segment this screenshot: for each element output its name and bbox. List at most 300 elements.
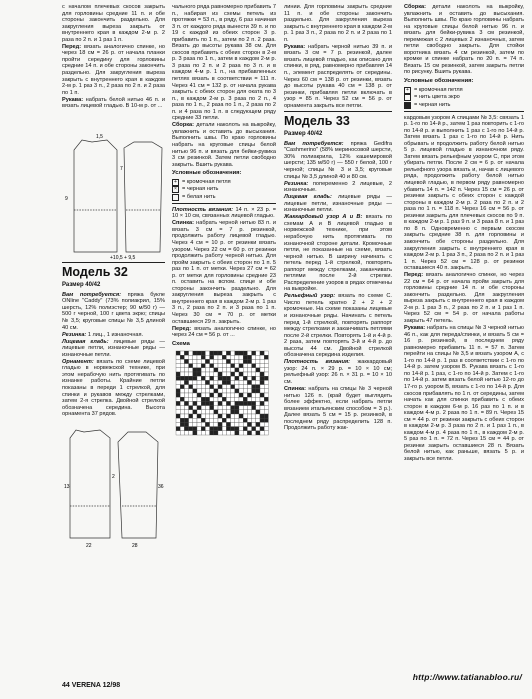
chart-cell [197,372,201,376]
chart-cell [239,385,243,389]
chart-cell [193,368,197,372]
chart-cell [260,414,264,418]
chart-cell [222,410,226,414]
chart-cell [176,376,180,380]
pattern-diagram-svg [62,110,165,260]
chart-cell [214,402,218,406]
materials-label: Вам потребуется: [62,291,122,298]
chart-cell [201,431,205,435]
chart-cell [189,423,193,427]
col2-assembly-label: Сборка: [172,122,195,129]
chart-cell [189,368,193,372]
chart-cell [189,410,193,414]
col3-jacquard-paragraph [284,214,392,293]
chart-cell [193,427,197,431]
chart-cell [210,397,214,401]
legend-label: = белая нить [182,193,216,200]
chart-cell [264,423,268,427]
chart-cell [205,385,209,389]
chart-cell [256,418,260,422]
chart-cell [180,427,184,431]
chart-cell [231,355,235,359]
col2-legend-item [172,179,276,186]
ornament-paragraph [62,359,165,418]
page-footer: 44 VERENA 12/98 [62,682,121,689]
chart-cell [243,385,247,389]
chart-cell [184,431,188,435]
chart-cell [226,372,230,376]
chart-cell [184,385,188,389]
chart-cell [247,364,251,368]
knitting-chart [172,349,272,441]
chart-cell [180,376,184,380]
chart-cell [214,372,218,376]
chart-cell [214,376,218,380]
chart-cell [205,376,209,380]
col3-jacquard-text: вязать по схемам А и В лицевой гладью в норвежской технике, при этом нерабочую нить протягивать по изнаночной стороне детали. Кромочные петли, не показанные на схеме, вязать черной нитью. В ширину начинать с петель перед 1-й стрелкой, повторять раппорт между стрелками, заканчивать петлями после 2-й стрелки. Распределение узоров в рядах отмечены на выкройке. [284,214,392,293]
chart-cell [189,389,193,393]
chart-cell [243,368,247,372]
chart-cell [252,381,256,385]
chart-cell [231,431,235,435]
chart-cell [201,389,205,393]
col3-materials-text: пряжа Gedifra "Cashmerino" (58% мериносовой шерсти, 30% полиакрила, 12% кашемировой шерсти; 135 м/50 г) — 550 г белой, 100 г черной; спицы № 3 и 3,5; круговые спицы № 3,5 длиной 40 и 80 см. [284,140,392,180]
col3-density-label: Плотность вязания: [284,359,351,366]
chart-cell [189,406,193,410]
intro-text: с началом плечевых скосов закрыть для горловины средние 11 п. и обе стороны закончить раздельно. Для закругления выреза закрыть от внутреннего края в каждом 2-м р. 2 раза по 2 п. и 1 раз 1 п. [62,4,165,43]
chart-cell [176,381,180,385]
stockinette-paragraph [62,339,165,359]
col4-assembly-label: Сборка: [404,4,427,10]
chart-cell [201,360,205,364]
chart-cell [256,355,260,359]
chart-cell [247,381,251,385]
chart-cell [252,406,256,410]
chart-cell [176,427,180,431]
chart-cell [205,364,209,368]
chart-cell [226,389,230,393]
chart-cell [218,385,222,389]
chart-cell [184,397,188,401]
col3-materials-paragraph [284,141,392,180]
dim-left: 9 [65,196,68,203]
chart-cell [256,410,260,414]
chart-cell [247,368,251,372]
ornament-label: Орнамент: [62,358,94,365]
divider [404,111,524,112]
chart-cell [256,393,260,397]
chart-cell [243,402,247,406]
chart-cell [184,389,188,393]
chart-cell [180,355,184,359]
chart-cell [252,427,256,431]
chart-cell [189,360,193,364]
col4-front-label: Перед: [404,272,424,279]
chart-cell [205,427,209,431]
chart-cell [201,423,205,427]
materials-paragraph [62,292,165,331]
chart-cell [214,381,218,385]
chart-cell [180,351,184,355]
chart-cell [197,351,201,355]
col2-assembly-text: детали наколоть на выкройку, увлажнить и оставить до высыхания. Выполнить швы. По краю горловины набрать на круговые спицы белой нитью 96 п. и вязать для бейки-рувика 3 см резинкой. Затем петли свободно закрыть. Вшить рукава. [172,122,276,168]
chart-cell [222,372,226,376]
chart-cell [193,423,197,427]
col2-back-paragraph [172,220,276,325]
chart-cell [243,381,247,385]
chart-cell [184,414,188,418]
chart-cell [197,406,201,410]
chart-cell [239,418,243,422]
chart-cell [260,410,264,414]
chart-cell [260,351,264,355]
chart-cell [256,406,260,410]
chart-cell [247,397,251,401]
chart-cell [176,364,180,368]
chart-cell [235,368,239,372]
chart-cell [210,423,214,427]
chart-cell [264,351,268,355]
chart-cell [184,368,188,372]
chart-cell [239,351,243,355]
chart-cell [260,393,264,397]
chart-cell [201,427,205,431]
chart-cell [231,372,235,376]
chart-cell [193,414,197,418]
chart-cell [239,414,243,418]
chart-cell [193,418,197,422]
chart-cell [231,402,235,406]
chart-cell [264,385,268,389]
pattern-2-body-outline [70,430,110,538]
chart-cell [260,423,264,427]
chart-cell [176,372,180,376]
chart-cell [252,351,256,355]
chart-cell [235,431,239,435]
chart-cell [205,410,209,414]
col3-relief-label: Рельефный узор: [284,293,336,300]
chart-cell [176,355,180,359]
chart-cell [218,360,222,364]
chart-cell [193,402,197,406]
chart-cell [205,393,209,397]
chart-cell [243,410,247,414]
chart-cell [218,351,222,355]
chart-cell [210,418,214,422]
chart-cell [193,351,197,355]
chart-cell [247,406,251,410]
legend-black-icon: × [172,186,179,193]
chart-cell [222,381,226,385]
column-4 [404,4,524,463]
chart-cell [231,393,235,397]
chart-cell [210,385,214,389]
chart-cell [260,372,264,376]
col3-materials-label: Вам потребуется: [284,140,344,147]
col2-back-label: Спинка: [172,220,195,227]
chart-cell [226,393,230,397]
chart-cell [201,364,205,368]
chart-cell [239,372,243,376]
column-2 [172,4,276,444]
chart-cell [197,393,201,397]
chart-cell [197,381,201,385]
chart-cell [180,402,184,406]
chart-cell [264,376,268,380]
chart-cell [180,418,184,422]
chart-cell [222,402,226,406]
chart-cell [214,368,218,372]
col4-front-text: вязать аналогично спинке, но через 22 см = 64 р. от начала пройм закрыть для горловины средние 14 п. и обе стороны закончить раздельно. Для закругления выреза закрыть с внутреннего края в каждом 2-м р. 1 раз 3 п., 2 раза по 2 п. и 1 раз 1 п. Через 52 см = 54 р. от начала работы закрыть 47 петель. [404,272,524,325]
chart-cell [176,406,180,410]
chart-cell [189,376,193,380]
col2-front-paragraph [172,326,276,339]
chart-cell [260,368,264,372]
chart-cell [184,381,188,385]
chart-cell [243,397,247,401]
chart-cell [252,397,256,401]
chart-cell [218,381,222,385]
col4-sleeve-text: набрать на спицы № 3 черной нитью 46 п., как для переда/спинки, и вязать 5 см = 16 р. резинкой, в последнем ряду равномерно прибавить 11 п. = 57 п. Затем перейти на спицы № 3,5 и вязать узором А, с 1-го по 14-й р. 1 раз в соответствии с 1-го по 14-й р. затем узором B. Рукава вязать с 1-го по 14-й р. 1 раз, с 1-го по 14-й р. Затем с 1-го по 14-й р. затем вязать белой нитью 12-го до 17-го р. узором B, вязать с 1-го по 14-й р. Для скосов прибавлять по 1 п. от середины, затем начать как для спинки прибавить с обеих сторон в каждом 6-м р. 16 раз по 1 п. и в каждом 4-м р. 2 раза по 1 п. = 89 п. Через 15 см = 44 р. от резинки закрыть с обеих сторон в каждом 2-м р. 3 раза по 2 п. и 1 раз 1 п., в каждом 4-м р. 4 раза по 1 п., в каждом 2-м р. 5 раз по 1 п. = 72 п. Через 15 см = 44 р. от резинки закрыть оставшиеся 28 п. Вязать белой нитью, как раньше, вязать 5 р. и закрыть все петли. [404,325,525,462]
legend-ecru-icon [404,94,411,101]
chart-cell [201,406,205,410]
chart-cell [222,376,226,380]
chart-cell [205,397,209,401]
chart-cell [184,393,188,397]
chart-cell [247,372,251,376]
col3-back-paragraph [284,386,392,432]
chart-cell [256,414,260,418]
divider [62,262,165,263]
chart-cell [180,385,184,389]
chart-cell [197,414,201,418]
chart-cell [239,355,243,359]
chart-cell [222,393,226,397]
chart-cell [264,381,268,385]
dim-a: 13 [64,484,70,491]
chart-cell [226,406,230,410]
chart-cell [264,360,268,364]
chart-cell [218,414,222,418]
chart-cell [264,364,268,368]
chart-cell [264,414,268,418]
chart-cell [176,414,180,418]
col2-density-paragraph [172,207,276,220]
chart-cell [205,402,209,406]
chart-cell [260,406,264,410]
dim-e: 36 [158,484,164,491]
col2-top-text: чального ряда равномерно прибавить 7 п., набирая из схемы петель из протяжки = 53 п., в ряду, 6 раз начиная 3 п. от каждого ряда вынести 39 п. и по 19 с каждой из обеих сторон 3 р. прибавить по 1 п., затем по 2 п. 2 раза. Вязать до высоты рукава 38 см. Для скосов прибавить с обеих сторон в 2-м р. 3 раза по 1 п., затем в каждом 2-м р. 3 раза по 2 п. и 2 раза по 3 п. и в каждом 4-м р. 1 п., на прибавленных петлях вязать в соответствии = 111 п. Через 41 см = 132 р. от начала рукава закрыть с обеих сторон для оката по 3 п., в каждом 2-м р. 3 раза по 2 п., 4 раза по 1 п., 2 раза по 1 п., 2 раза по 2 п. и 4 раза по 1 п. в следующем ряду средние 33 петли. [172,4,276,122]
chart-cell [226,431,230,435]
chart-cell [201,418,205,422]
col3-jacquard-label: Жаккардовый узор А и В: [284,214,363,221]
chart-cell [260,431,264,435]
col3-sleeve-text: набрать черной нитью 39 п. и вязать 3 см = 7 р. резинкой, далее вязать лицевой гладью, как описано для спинки, в ряд, равномерно прибавляя 14 п., элемент распределять от середины. Через 60 см = 138 р. от резинки, вязать до высоты рукава 40 см = 138 р. от резинки, прибавляя петли включать в узор = 85 п. Через 52 см = 56 р. от орнамента закрыть все петли. [284,43,392,109]
chart-cell [197,355,201,359]
chart-cell [201,402,205,406]
chart-cell [189,355,193,359]
sleeve-paragraph [62,97,165,110]
chart-cell [189,351,193,355]
chart-cell [222,364,226,368]
pattern-diagram-2 [62,418,165,558]
chart-cell [197,364,201,368]
col3-rib-label: Резинка: [284,180,309,187]
chart-cell [184,418,188,422]
chart-cell [201,351,205,355]
chart-cell [184,402,188,406]
chart-cell [210,364,214,368]
ornament-text: вязать по схеме лицевой гладью в норвежской технике, при этом нерабочую нить протягивать по изнанке работы. Крайние петли показаны в переди 1 стрелкой, для спинки и рукавов между стрелками, затем 2-я стрелка. Двойной стрелкой обозначена середина. Высота орнамента 37 рядов. [62,358,166,418]
chart-cell [260,427,264,431]
chart-cell [231,397,235,401]
model-33-size: Размер 40/42 [284,131,323,138]
chart-cell [231,410,235,414]
chart-cell [197,368,201,372]
chart-cell [214,427,218,431]
chart-cell [184,355,188,359]
chart-cell [218,389,222,393]
chart-cell [247,351,251,355]
chart-cell [252,360,256,364]
chart-cell [197,389,201,393]
chart-cell [226,410,230,414]
chart-cell [189,431,193,435]
chart-cell [197,431,201,435]
dim-c: 28 [132,543,138,550]
chart-cell [180,410,184,414]
chart-cell [176,389,180,393]
chart-cell [226,402,230,406]
chart-cell [235,372,239,376]
pattern-2-sleeve-outline [118,432,158,538]
chart-cell [252,418,256,422]
column-1 [62,4,165,558]
chart-cell [210,368,214,372]
chart-cell [260,381,264,385]
chart-cell [243,431,247,435]
chart-cell [189,381,193,385]
chart-cell [201,414,205,418]
chart-cell [243,418,247,422]
chart-cell [264,389,268,393]
chart-cell [226,423,230,427]
chart-cell [235,414,239,418]
schema-label: Схема [172,340,190,347]
chart-cell [180,364,184,368]
chart-cell [264,406,268,410]
chart-cell [235,402,239,406]
chart-cell [180,389,184,393]
chart-cell [176,423,180,427]
chart-cell [243,393,247,397]
chart-cell [239,389,243,393]
chart-cell [176,418,180,422]
dim-b: 22 [86,543,92,550]
chart-cell [193,389,197,393]
chart-cell [226,418,230,422]
chart-cell [205,381,209,385]
col2-front-text: вязать аналогично спинке, но через 24 см = 56 р. от ... [172,325,276,339]
chart-cell [231,376,235,380]
chart-cell [235,389,239,393]
col4-sleeve-label: Рукава: [404,325,426,332]
chart-cell [214,418,218,422]
chart-cell [189,427,193,431]
chart-cell [205,389,209,393]
chart-cell [222,389,226,393]
col3-back-text: набрать на спицы № 3 черной нитью 126 п. (край будет выглядеть более эффектно, если набрать петли вязанием итальянским способом = 3 р.). Далее вязать 5 см = 15 р. резинкой, в последнем ряду распределить 128 п. Продолжить работу жак- [284,386,392,432]
chart-cell [247,418,251,422]
chart-cell [231,427,235,431]
chart-cell [252,431,256,435]
chart-cell [256,397,260,401]
chart-cell [247,410,251,414]
col4-assembly-text: детали наколоть на выкройку, увлажнить и оставить до высыхания. Выполнить швы. По краю горловины набрать на круговые спицы белой нитью 96 п. и вязать для бейки-рувика 3 см резинкой, перемежая с 2 лицевых 2 изнаночных, затем петли свободно закрыть. Для стойки воротника вязать 4 см резинкой, затем по кромке и спинке набрать по 20 п. = 74 п. Вязать 15 см резинкой, затем закрыть петли по рисунку. Вшить рукава. [404,4,524,76]
chart-cell [218,376,222,380]
chart-cell [247,402,251,406]
chart-cell [235,381,239,385]
chart-cell [184,410,188,414]
chart-cell [218,397,222,401]
chart-cell [226,376,230,380]
chart-cell [218,410,222,414]
col3-density-text: жаккардовый узор: 24 п. × 29 р. = 10 × 10 см; рельефный узор: 26 п. × 31 р. = 10 × 10 см. [284,359,392,385]
chart-cell [201,368,205,372]
chart-cell [218,368,222,372]
chart-cell [214,406,218,410]
chart-cell [252,389,256,393]
chart-cell [214,414,218,418]
chart-cell [252,423,256,427]
chart-cell [247,360,251,364]
col2-front-label: Перед: [172,325,192,332]
col3-stockinette-label: Лицевая гладь: [284,194,332,201]
chart-cell [239,393,243,397]
chart-cell [197,410,201,414]
materials-text: пряжа букле ONline "Caddy" (73% полиакрил, 15% шерсть, 12% полиэстер; 90 м/50 г) — 500 г черной, 100 г цвета экрю; спицы № 3,5; круговые спицы № 3,5 длиной 40 см. [62,291,165,331]
chart-cell [210,431,214,435]
col4-legend-item [404,87,524,94]
chart-cell [226,397,230,401]
chart-cell [256,376,260,380]
chart-cell [193,360,197,364]
chart-cell [231,385,235,389]
chart-cell [197,385,201,389]
chart-cell [193,381,197,385]
chart-cell [189,397,193,401]
chart-cell [226,368,230,372]
chart-cell [239,431,243,435]
chart-cell [180,406,184,410]
col4-main-text: кардовым узором А спицами № 3,5: связать 1 р. 1-го по 14-й р., затем 1 раз повторить с 1-го по 14-й р. и выполнить 1 раз с 1-го по 14-й р. Затем вязать 1 раз с 1-го по 14-й р. Нить обрывать и продолжить работу белой нитью 5 р. лицевой гладью в изнаночном ряду. Затем вязать рельефным узором С, при этом убирать петли. После 2 см = 6 р. от начала рельефного узора вязать и, начав с лицевого ряда, продолжить работу белой нитью лицевой гладью, в первом ряду равномерно убавить 14 п. = 142 п. Через 15 см = 26 р. от резинки закрыть с обеих сторон с каждой стороны в каждом 2-м р. 2 раза по 2 п. и 2 раза по 1 п. = 118 п. Через 16 см = 56 р. от резинки закрыть для плечевых скосов по 9 п. в каждом 2-м р. 1 раз 9 п. и 3 раза 8 п. и 1 раз по 8 п. Одновременно с первым скосом закрыть средние 38 п. для горловины и закончить обе стороны раздельно. Для закругления закрыть с внутреннего края в каждом 2-м р. 1 раз 3 п., 2 раза по 2 п. и 1 раз 1 п. Через 52 см = 128 р. от резинки оставшиеся 40 п. закрыть. [404,114,524,272]
chart-cell [214,393,218,397]
chart-cell [222,414,226,418]
chart-cell [222,418,226,422]
watermark-url[interactable]: http://www.tatianabloo.ru/ [412,672,522,682]
chart-cell [184,351,188,355]
sleeve-label: Рукава: [62,96,84,103]
chart-cell [210,414,214,418]
chart-cell [222,360,226,364]
chart-cell [264,393,268,397]
chart-cell [222,351,226,355]
chart-cell [247,385,251,389]
chart-cell [231,368,235,372]
chart-cell [214,410,218,414]
chart-cell [226,381,230,385]
chart-cell [235,427,239,431]
